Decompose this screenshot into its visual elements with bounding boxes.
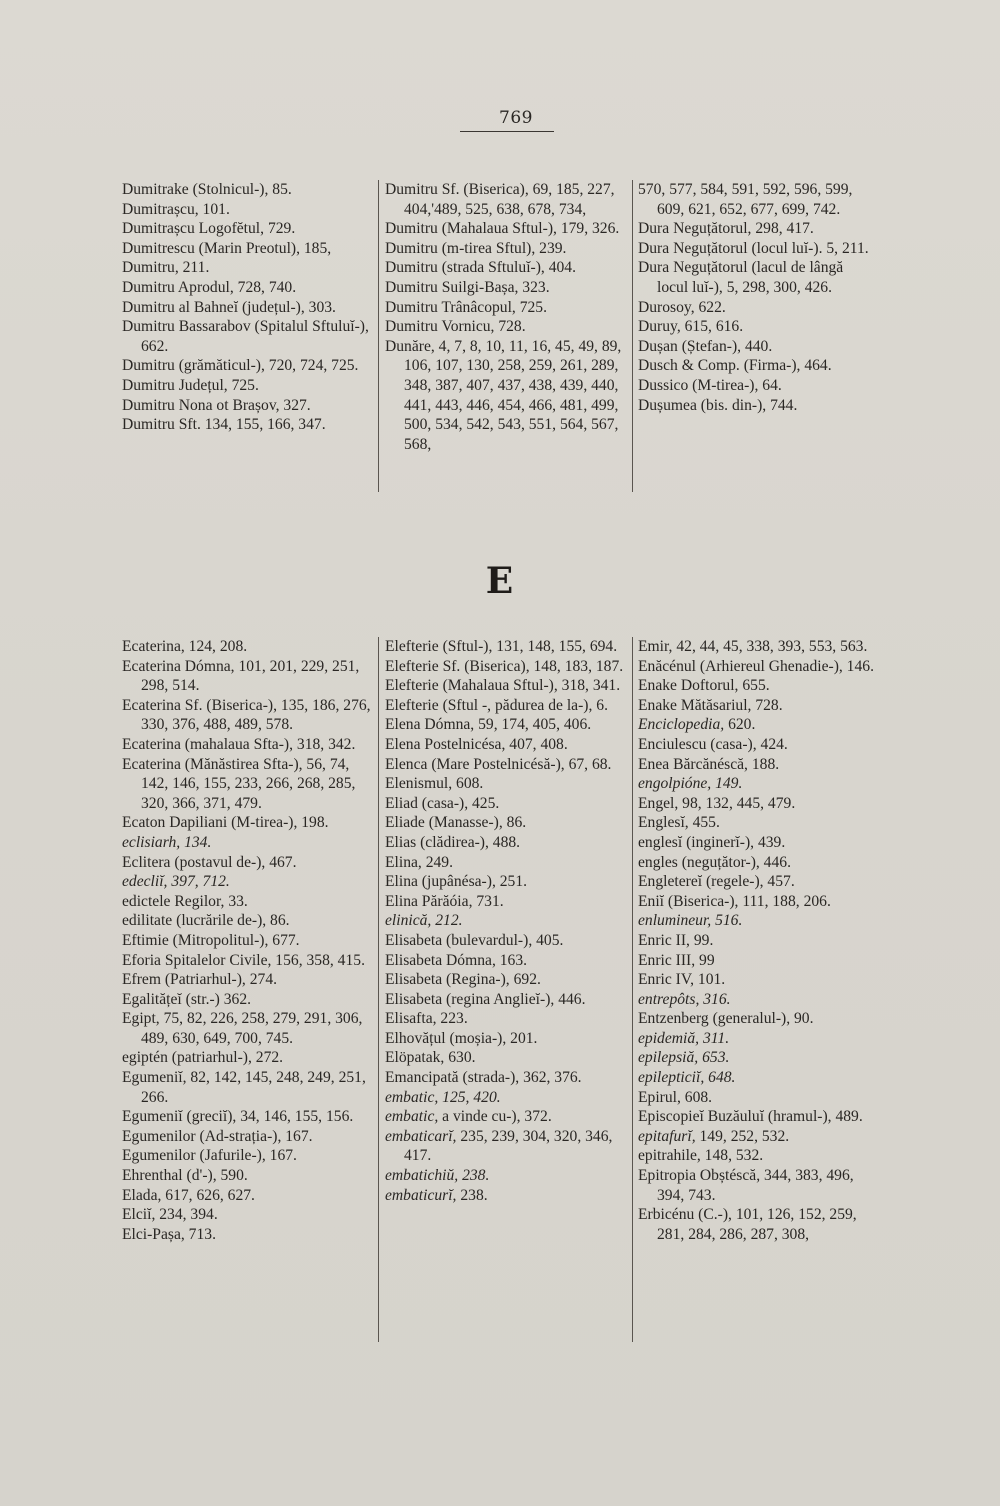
index-entry: edictele Regilor, 33. bbox=[122, 892, 248, 910]
index-entry: Dumitru Trânâcopul, 725. bbox=[385, 298, 547, 316]
index-entry: Elena Postelnicésa, 407, 408. bbox=[385, 735, 568, 753]
index-entry: Emir, 42, 44, 45, 338, 393, 553, 563. bbox=[638, 638, 868, 655]
index-entry: epitafurĭ, 149, 252, 532. bbox=[638, 1127, 790, 1145]
index-entry: Epitropia Obștéscă, 344, 383, 496, 394, 743. bbox=[638, 1167, 858, 1204]
index-entry: englesĭ (inginerĭ-), 439. bbox=[638, 833, 786, 851]
index-entry: Dumitru al Bahneĭ (județul-), 303. bbox=[122, 298, 336, 316]
index-entry: Efrem (Patriarhul-), 274. bbox=[122, 971, 278, 989]
index-entry: Elina, 249. bbox=[385, 853, 453, 871]
index-entry: Elefterie (Sftul-), 131, 148, 155, 694. bbox=[385, 638, 618, 655]
page-number: 769 bbox=[499, 108, 533, 128]
index-entry: engles (neguțător-), 446. bbox=[638, 853, 791, 871]
index-entry: Egumenilor (Jafurile-), 167. bbox=[122, 1147, 297, 1165]
index-entry: Dura Neguțătorul (locul luĭ-). 5, 211. bbox=[638, 239, 869, 257]
index-entry: Elisafta, 223. bbox=[385, 1010, 468, 1028]
index-entry: Entzenberg (generalul-), 90. bbox=[638, 1010, 814, 1028]
index-entry: Enea Bărcănéscă, 188. bbox=[638, 755, 780, 773]
index-entry: egiptén (patriarhul-), 272. bbox=[122, 1049, 284, 1067]
column-divider bbox=[632, 180, 633, 492]
index-entry: embaticarĭ, 235, 239, 304, 320, 346, 417. bbox=[385, 1127, 617, 1165]
index-entry: edilitate (lucrările de-), 86. bbox=[122, 912, 290, 930]
index-entry: Eniĭ (Biserica-), 111, 188, 206. bbox=[638, 892, 831, 910]
index-entry: edecliĭ, 397, 712. bbox=[122, 873, 230, 891]
index-entry: Enric II, 99. bbox=[638, 931, 714, 949]
index-entry: Elada, 617, 626, 627. bbox=[122, 1186, 255, 1204]
index-entry: Egalitățeĭ (str.-) 362. bbox=[122, 990, 252, 1008]
index-entry: epidemiă, 311. bbox=[638, 1029, 730, 1047]
index-entry: Elefterie Sf. (Biserica), 148, 183, 187. bbox=[385, 657, 624, 675]
column-divider bbox=[378, 637, 379, 1342]
column-divider bbox=[632, 637, 633, 1342]
index-entry: Egumeniĭ (greciĭ), 34, 146, 155, 156. bbox=[122, 1108, 354, 1126]
index-entry: Ecaterina Sf. (Biserica-), 135, 186, 276, 330, 376, 488, 489, 578. bbox=[122, 696, 375, 734]
index-entry: embatichiŭ, 238. bbox=[385, 1167, 490, 1185]
index-entry: Dumitru (Mahalaua Sftul-), 179, 326. bbox=[385, 220, 620, 238]
index-entry: Ecaterina (Mănăstirea Sfta-), 56, 74, 142, 146, 155, 233, 266, 268, 285, 320, 366, 371, 479. bbox=[122, 755, 360, 812]
index-entry: Dumitrake (Stolnicul-), 85. bbox=[122, 181, 292, 198]
index-entry: Dura Neguțătorul, 298, 417. bbox=[638, 220, 814, 238]
index-entry: Engel, 98, 132, 445, 479. bbox=[638, 794, 796, 812]
index-entry: Ecaterina Dómna, 101, 201, 229, 251, 298, 514. bbox=[122, 657, 364, 695]
index-entry: Dumitru, 211. bbox=[122, 259, 210, 277]
index-entry: Dușan (Ștefan-), 440. bbox=[638, 337, 773, 355]
index-entry: Elias (clădirea-), 488. bbox=[385, 833, 521, 851]
index-entry: Enake Doftorul, 655. bbox=[638, 677, 770, 695]
index-entry: Elisabeta (regina Anglieĭ-), 446. bbox=[385, 990, 586, 1008]
index-entry: Dura Neguțătorul (lacul de lângă locul luĭ-), 5, 298, 300, 426. bbox=[638, 259, 848, 296]
page-number-rule bbox=[460, 131, 554, 132]
index-entry: Elöpatak, 630. bbox=[385, 1049, 476, 1067]
index-entry: Emancipată (strada-), 362, 376. bbox=[385, 1069, 582, 1087]
index-entry: Dumitru Nona ot Brașov, 327. bbox=[122, 396, 311, 414]
index-entry: Enciulescu (casa-), 424. bbox=[638, 735, 788, 753]
column-divider bbox=[378, 180, 379, 492]
index-entry: Elenismul, 608. bbox=[385, 775, 484, 793]
index-entry: Ecaton Dapiliani (M-tirea-), 198. bbox=[122, 814, 329, 832]
index-entry: Egumenilor (Ad-strația-), 167. bbox=[122, 1127, 313, 1145]
index-entry: Dumitrescu (Marin Preotul), 185, bbox=[122, 239, 332, 257]
index-entry: Elenca (Mare Postelnicésă-), 67, 68. bbox=[385, 755, 612, 773]
index-entry: Elefterie (Mahalaua Sftul-), 318, 341. bbox=[385, 677, 621, 695]
index-column-e-3 bbox=[638, 637, 878, 1244]
index-entry: Dumitru (grămăticul-), 720, 724, 725. bbox=[122, 357, 359, 375]
index-entry: Elina Părăóia, 731. bbox=[385, 892, 504, 910]
index-entry: Dusch & Comp. (Firma-), 464. bbox=[638, 357, 832, 375]
index-entry: Enake Mătăsariul, 728. bbox=[638, 696, 783, 714]
index-entry: Ehrenthal (d'-), 590. bbox=[122, 1167, 248, 1185]
index-entry: Elisabeta Dómna, 163. bbox=[385, 951, 528, 969]
index-entry: Dumitru Vornicu, 728. bbox=[385, 318, 526, 336]
index-entry: Elisabeta (bulevardul-), 405. bbox=[385, 931, 564, 949]
index-entry: Ecaterina, 124, 208. bbox=[122, 638, 248, 655]
index-entry: Enciclopedia, 620. bbox=[638, 716, 756, 734]
index-entry: epitrahile, 148, 532. bbox=[638, 1147, 764, 1165]
index-entry: Enric IV, 101. bbox=[638, 971, 726, 989]
index-entry: Elci-Pașa, 713. bbox=[122, 1225, 216, 1243]
index-entry: Elhovățul (moșia-), 201. bbox=[385, 1029, 538, 1047]
index-entry: Egipt, 75, 82, 226, 258, 279, 291, 306, 489, 630, 649, 700, 745. bbox=[122, 1010, 367, 1047]
index-entry: Eclitera (postavul de-), 467. bbox=[122, 853, 297, 871]
index-column-e-2 bbox=[385, 637, 629, 1205]
index-entry: Eliade (Manasse-), 86. bbox=[385, 814, 527, 832]
index-entry: Dumitru (strada Sftuluĭ-), 404. bbox=[385, 259, 576, 277]
index-entry: Dumitru Județul, 725. bbox=[122, 376, 259, 394]
index-entry: Dumitrașcu Logofĕtul, 729. bbox=[122, 220, 296, 238]
index-entry: Epirul, 608. bbox=[638, 1088, 713, 1106]
index-entry: Engletereĭ (regele-), 457. bbox=[638, 873, 795, 891]
index-entry: Egumeniĭ, 82, 142, 145, 248, 249, 251, 266. bbox=[122, 1069, 370, 1106]
index-entry: Dunăre, 4, 7, 8, 10, 11, 16, 45, 49, 89, 106, 107, 130, 258, 259, 261, 289, 348, 387, 407, 437, 438, 439, 440, 441, 443, 446, 454, 466, 481, 499, 500, 534, 542, 543, 551, 564, 567, 568, bbox=[385, 337, 626, 453]
index-entry: Dumitru Aprodul, 728, 740. bbox=[122, 278, 297, 296]
index-entry: Dușumea (bis. din-), 744. bbox=[638, 396, 798, 414]
index-entry: Durosoy, 622. bbox=[638, 298, 726, 316]
index-entry: Elena Dómna, 59, 174, 405, 406. bbox=[385, 716, 592, 734]
index-entry: engolpióne, 149. bbox=[638, 775, 743, 793]
index-entry: Ecaterina (mahalaua Sfta-), 318, 342. bbox=[122, 735, 356, 753]
index-entry: embatic, a vinde cu-), 372. bbox=[385, 1108, 552, 1126]
index-entry: Dumitru Bassarabov (Spitalul Sftuluĭ-), 662. bbox=[122, 318, 373, 355]
index-entry: embaticurĭ, 238. bbox=[385, 1186, 488, 1204]
index-entry: Dumitru Suilgi-Bașa, 323. bbox=[385, 278, 550, 296]
index-entry: Eftimie (Mitropolitul-), 677. bbox=[122, 931, 300, 949]
index-column-e-1 bbox=[122, 637, 376, 1244]
index-entry: Enric III, 99 bbox=[638, 951, 715, 969]
index-column-d-2 bbox=[385, 180, 629, 454]
index-entry: Eforia Spitalelor Civile, 156, 358, 415. bbox=[122, 951, 365, 969]
index-entry: Episcopieĭ Buzăuluĭ (hramul-), 489. bbox=[638, 1108, 863, 1126]
index-entry: Dumitru Sft. 134, 155, 166, 347. bbox=[122, 416, 326, 434]
index-entry: Dumitru (m-tirea Sftul), 239. bbox=[385, 239, 567, 257]
index-entry: eclisiarh, 134. bbox=[122, 833, 212, 851]
index-entry: Erbicénu (C.-), 101, 126, 152, 259, 281, 284, 286, 287, 308, bbox=[638, 1206, 861, 1243]
index-entry: elinică, 212. bbox=[385, 912, 463, 930]
index-column-d-1 bbox=[122, 180, 376, 435]
index-entry: 570, 577, 584, 591, 592, 596, 599, 609, 621, 652, 677, 699, 742. bbox=[638, 181, 857, 218]
index-entry: Enăcénul (Arhiereul Ghenadie-), 146. bbox=[638, 657, 874, 675]
section-letter-heading: E bbox=[485, 560, 515, 602]
index-entry: enlumineur, 516. bbox=[638, 912, 743, 930]
index-entry: Eliad (casa-), 425. bbox=[385, 794, 500, 812]
index-entry: Dussico (M-tirea-), 64. bbox=[638, 376, 782, 394]
index-entry: embatic, 125, 420. bbox=[385, 1088, 501, 1106]
index-entry: Duruy, 615, 616. bbox=[638, 318, 744, 336]
index-entry: Englesĭ, 455. bbox=[638, 814, 720, 832]
index-entry: epilepticiĭ, 648. bbox=[638, 1069, 736, 1087]
index-column-d-3 bbox=[638, 180, 878, 415]
index-entry: Elciĭ, 234, 394. bbox=[122, 1206, 218, 1224]
index-entry: Elefterie (Sftul -, pădurea de la-), 6. bbox=[385, 696, 608, 714]
index-entry: Elina (jupânésa-), 251. bbox=[385, 873, 528, 891]
index-entry: Elisabeta (Regina-), 692. bbox=[385, 971, 541, 989]
index-entry: entrepôts, 316. bbox=[638, 990, 731, 1008]
index-entry: Dumitru Sf. (Biserica), 69, 185, 227, 404,'489, 525, 638, 678, 734, bbox=[385, 181, 619, 218]
index-entry: epilepsiă, 653. bbox=[638, 1049, 730, 1067]
index-entry: Dumitrașcu, 101. bbox=[122, 200, 230, 218]
